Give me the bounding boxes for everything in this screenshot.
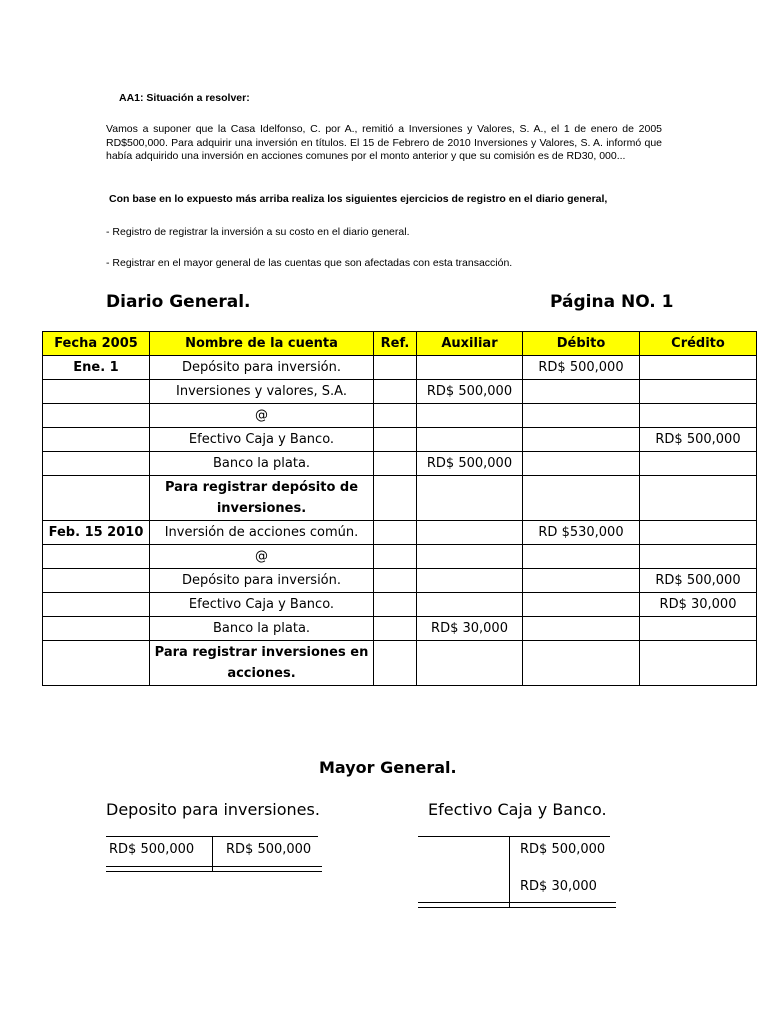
cell-ref <box>374 569 417 593</box>
cell-credito <box>640 617 757 641</box>
t-account-2-credit-2: RD$ 30,000 <box>520 879 597 894</box>
journal-row <box>43 641 757 686</box>
column-header-auxiliar: Auxiliar <box>417 332 523 356</box>
ledger-account-2-title: Efectivo Caja y Banco. <box>428 800 607 819</box>
cell-credito <box>640 476 757 521</box>
cell-credito <box>640 404 757 428</box>
column-header-debito: Débito <box>523 332 640 356</box>
journal-row <box>43 545 757 569</box>
cell-auxiliar <box>417 593 523 617</box>
cell-ref <box>374 356 417 380</box>
cell-cuenta: Inversión de acciones común. <box>150 521 374 545</box>
cell-credito: RD$ 30,000 <box>640 593 757 617</box>
cell-debito <box>523 593 640 617</box>
cell-auxiliar <box>417 404 523 428</box>
cell-credito: RD$ 500,000 <box>640 428 757 452</box>
journal-row <box>43 380 757 404</box>
ledger-title: Mayor General. <box>319 758 457 777</box>
cell-auxiliar <box>417 545 523 569</box>
cell-fecha: Feb. 15 2010 <box>43 521 150 545</box>
t-account-2-rule <box>418 902 616 903</box>
journal-row <box>43 356 757 380</box>
cell-debito <box>523 569 640 593</box>
cell-credito: RD$ 500,000 <box>640 569 757 593</box>
cell-fecha <box>43 641 150 686</box>
cell-cuenta: @ <box>150 545 374 569</box>
cell-auxiliar <box>417 569 523 593</box>
journal-row <box>43 617 757 641</box>
exercise-title: AA1: Situación a resolver: <box>119 92 250 104</box>
t-account-1-debit: RD$ 500,000 <box>109 842 195 857</box>
journal-row <box>43 476 757 521</box>
cell-debito: RD$ 500,000 <box>523 356 640 380</box>
cell-cuenta: Banco la plata. <box>150 452 374 476</box>
cell-auxiliar <box>417 356 523 380</box>
journal-row <box>43 428 757 452</box>
cell-ref <box>374 476 417 521</box>
cell-fecha: Ene. 1 <box>43 356 150 380</box>
journal-row <box>43 452 757 476</box>
t-account-2-divider <box>509 836 510 908</box>
t-account-2-top-rule <box>418 836 610 837</box>
cell-ref <box>374 593 417 617</box>
cell-ref <box>374 380 417 404</box>
cell-cuenta: Para registrar depósito de inversiones. <box>150 476 374 521</box>
cell-auxiliar <box>417 521 523 545</box>
column-header-ref: Ref. <box>374 332 417 356</box>
exercise-instruction: Con base en lo expuesto más arriba realiza los siguientes ejercicios de registro en el diario general, <box>109 193 608 205</box>
column-header-fecha: Fecha 2005 <box>43 332 150 356</box>
cell-cuenta: Para registrar inversiones en acciones. <box>150 641 374 686</box>
column-header-cuenta: Nombre de la cuenta <box>150 332 374 356</box>
cell-credito <box>640 641 757 686</box>
cell-cuenta: Efectivo Caja y Banco. <box>150 428 374 452</box>
cell-auxiliar <box>417 641 523 686</box>
exercise-description: Vamos a suponer que la Casa Idelfonso, C. por A., remitió a Inversiones y Valores, S. A., el 1 de enero de 2005 RD$500,000. Para adquirir una inversión en títulos. El 15 de Febrero de 2010 Inversiones y Valores, S. A. informó que había adquirido una inversión en acciones comunes por el monto anterior y que su comisión es de RD30, 000... <box>106 123 662 162</box>
journal-row <box>43 521 757 545</box>
t-account-1-rule <box>106 866 322 867</box>
ledger-account-1-title: Deposito para inversiones. <box>106 800 320 819</box>
cell-credito <box>640 380 757 404</box>
cell-cuenta: Inversiones y valores, S.A. <box>150 380 374 404</box>
cell-debito <box>523 641 640 686</box>
t-account-2-double-rule <box>418 907 616 908</box>
journal-header-row <box>43 332 757 356</box>
cell-cuenta: Depósito para inversión. <box>150 569 374 593</box>
cell-cuenta: Efectivo Caja y Banco. <box>150 593 374 617</box>
cell-credito <box>640 356 757 380</box>
cell-credito <box>640 452 757 476</box>
journal-row <box>43 404 757 428</box>
cell-auxiliar <box>417 428 523 452</box>
cell-debito <box>523 545 640 569</box>
journal-page-number: Página NO. 1 <box>550 292 674 312</box>
cell-fecha <box>43 593 150 617</box>
cell-ref <box>374 404 417 428</box>
cell-ref <box>374 641 417 686</box>
cell-ref <box>374 521 417 545</box>
column-header-credito: Crédito <box>640 332 757 356</box>
journal-body <box>43 356 757 686</box>
journal-title: Diario General. <box>106 292 251 312</box>
cell-cuenta: Banco la plata. <box>150 617 374 641</box>
cell-debito <box>523 617 640 641</box>
cell-credito <box>640 521 757 545</box>
cell-debito: RD $530,000 <box>523 521 640 545</box>
cell-fecha <box>43 569 150 593</box>
cell-fecha <box>43 476 150 521</box>
cell-fecha <box>43 545 150 569</box>
task-item-1: - Registro de registrar la inversión a su costo en el diario general. <box>106 226 410 238</box>
cell-fecha <box>43 380 150 404</box>
journal-row <box>43 593 757 617</box>
cell-auxiliar: RD$ 500,000 <box>417 452 523 476</box>
cell-ref <box>374 428 417 452</box>
t-account-1-double-rule <box>106 871 322 872</box>
cell-auxiliar: RD$ 30,000 <box>417 617 523 641</box>
cell-fecha <box>43 428 150 452</box>
t-account-2-credit-1: RD$ 500,000 <box>520 842 606 857</box>
cell-fecha <box>43 617 150 641</box>
cell-ref <box>374 452 417 476</box>
cell-debito <box>523 452 640 476</box>
cell-credito <box>640 545 757 569</box>
cell-fecha <box>43 404 150 428</box>
cell-debito <box>523 476 640 521</box>
t-account-1-credit: RD$ 500,000 <box>226 842 312 857</box>
cell-debito <box>523 380 640 404</box>
cell-auxiliar: RD$ 500,000 <box>417 380 523 404</box>
cell-ref <box>374 617 417 641</box>
cell-cuenta: Depósito para inversión. <box>150 356 374 380</box>
journal-row <box>43 569 757 593</box>
journal-table <box>42 331 757 686</box>
cell-ref <box>374 545 417 569</box>
cell-debito <box>523 428 640 452</box>
cell-fecha <box>43 452 150 476</box>
cell-auxiliar <box>417 476 523 521</box>
cell-debito <box>523 404 640 428</box>
cell-cuenta: @ <box>150 404 374 428</box>
task-item-2: - Registrar en el mayor general de las cuentas que son afectadas con esta transacción. <box>106 257 513 269</box>
